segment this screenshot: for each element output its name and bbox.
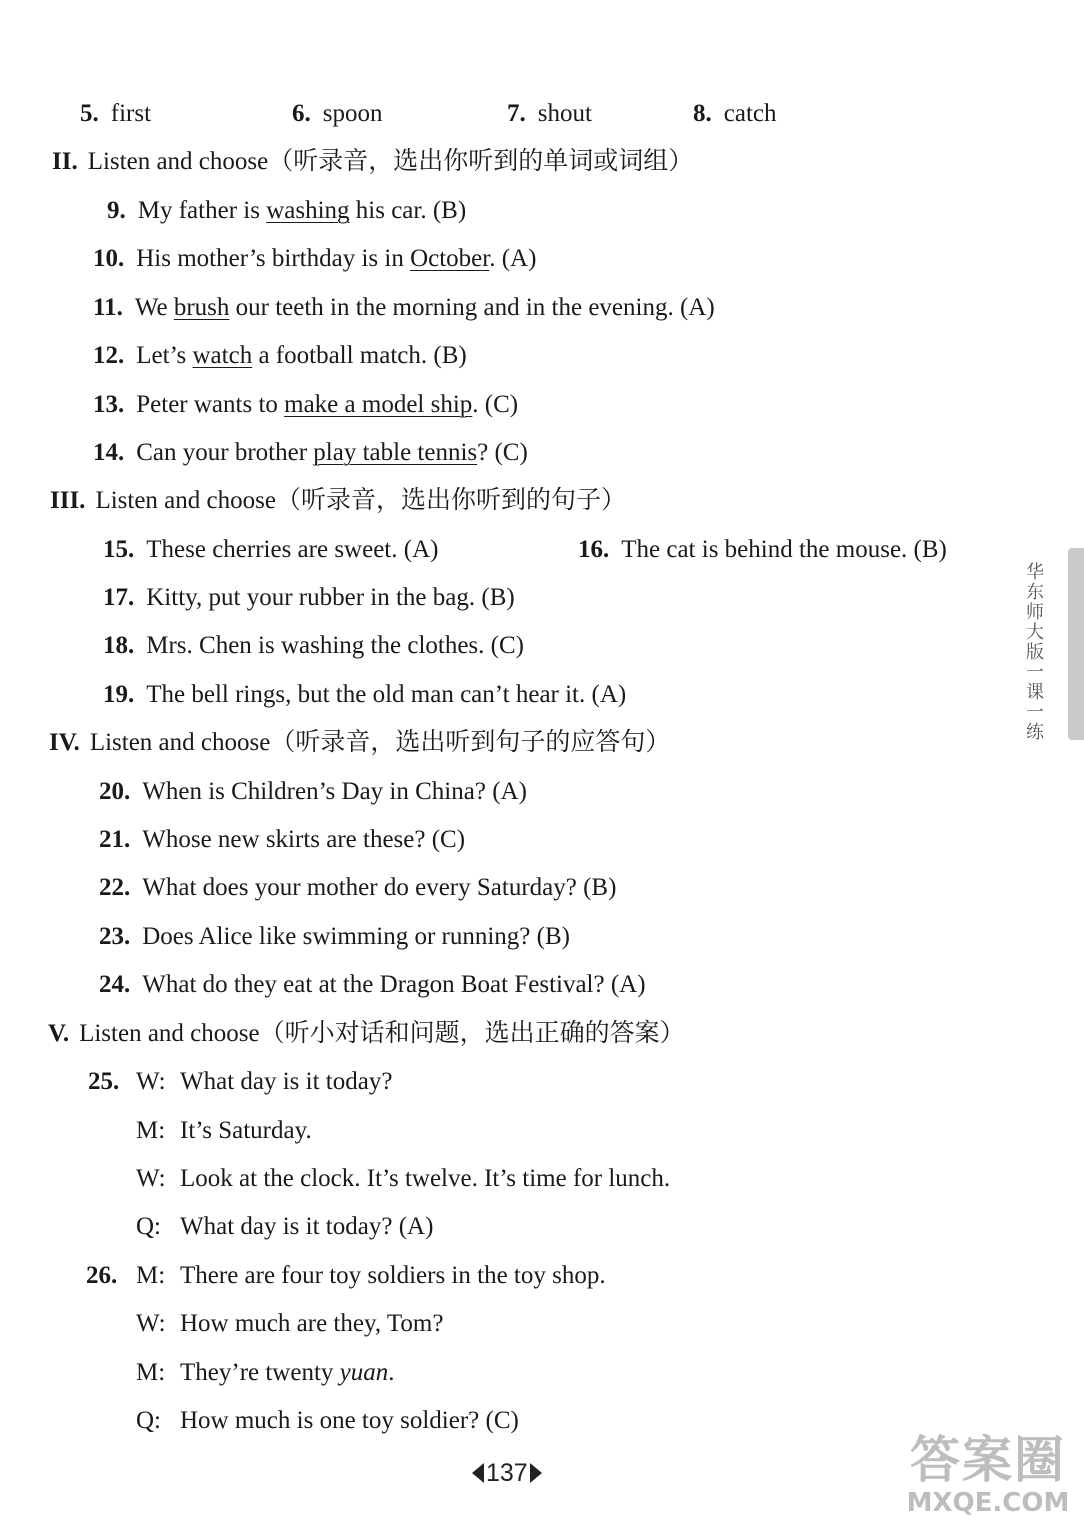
- dialogue-line: Q: How much is one toy soldier? (C): [136, 1407, 519, 1434]
- item-22: 22. What does your mother do every Saturday? (B): [99, 874, 617, 901]
- section-heading-v: V. Listen and choose（听小对话和问题，选出正确的答案）: [48, 1020, 685, 1047]
- item-23: 23. Does Alice like swimming or running? (B): [99, 923, 570, 950]
- answer-5: 5. first: [80, 100, 152, 127]
- dialogue-line: W: How much are they, Tom?: [136, 1310, 444, 1337]
- item-19: 19. The bell rings, but the old man can’t hear it. (A): [103, 681, 627, 708]
- item-18: 18. Mrs. Chen is washing the clothes. (C): [103, 632, 524, 659]
- item-21: 21. Whose new skirts are these? (C): [99, 826, 466, 853]
- dialogue-line: W: What day is it today?: [136, 1068, 393, 1095]
- dialogue-line: Q: What day is it today? (A): [136, 1213, 434, 1240]
- section-heading-iii: III. Listen and choose（听录音，选出你听到的句子）: [50, 487, 626, 514]
- watermark: 答案圈 MXQE.COM: [906, 1431, 1070, 1518]
- item-12: 12. Let’s watch a football match. (B): [93, 342, 467, 369]
- item-20: 20. When is Children’s Day in China? (A): [99, 778, 527, 805]
- item-16: 16. The cat is behind the mouse. (B): [578, 536, 947, 563]
- item-10: 10. His mother’s birthday is in October. (A): [93, 245, 537, 272]
- triangle-right-icon: [530, 1463, 542, 1483]
- item-25-number: 25.: [88, 1068, 120, 1095]
- dialogue-line: M: They’re twenty yuan.: [136, 1359, 395, 1386]
- item-11: 11. We brush our teeth in the morning and in the evening. (A): [93, 294, 715, 321]
- item-26-number: 26.: [86, 1262, 118, 1289]
- section-heading-ii: II. Listen and choose（听录音，选出你听到的单词或词组）: [52, 148, 694, 175]
- answer-7: 7. shout: [507, 100, 592, 127]
- side-text: 华东师大版一课一练: [1023, 562, 1044, 742]
- page-number: 137: [472, 1458, 542, 1488]
- item-15: 15. These cherries are sweet. (A): [103, 536, 439, 563]
- dialogue-line: M: There are four toy soldiers in the toy shop.: [136, 1262, 606, 1289]
- answer-6: 6. spoon: [292, 100, 383, 127]
- dialogue-line: W: Look at the clock. It’s twelve. It’s time for lunch.: [136, 1165, 671, 1192]
- dialogue-line: M: It’s Saturday.: [136, 1117, 312, 1144]
- triangle-left-icon: [472, 1463, 484, 1483]
- item-14: 14. Can your brother play table tennis? (C): [93, 439, 528, 466]
- side-tab: [1068, 548, 1084, 740]
- section-heading-iv: IV. Listen and choose（听录音，选出听到句子的应答句）: [49, 729, 671, 756]
- answer-8: 8. catch: [693, 100, 777, 127]
- item-24: 24. What do they eat at the Dragon Boat Festival? (A): [99, 971, 646, 998]
- item-17: 17. Kitty, put your rubber in the bag. (B): [103, 584, 515, 611]
- item-9: 9. My father is washing his car. (B): [107, 197, 467, 224]
- item-13: 13. Peter wants to make a model ship. (C): [93, 391, 519, 418]
